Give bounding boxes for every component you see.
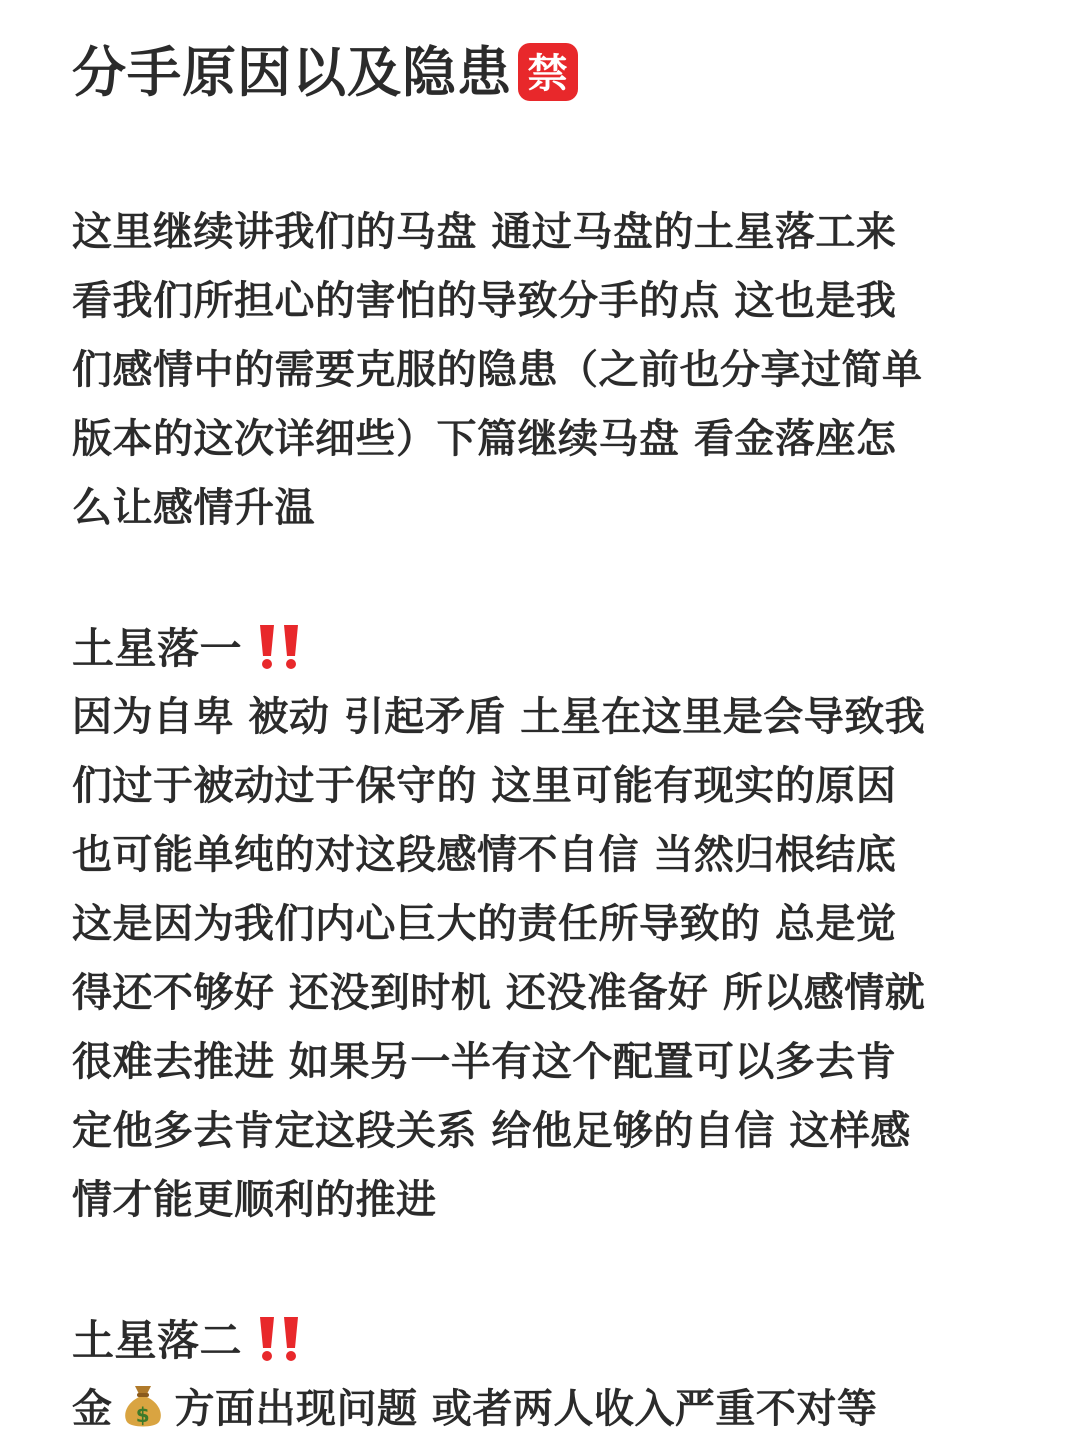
section-line: 因为自卑 被动 引起矛盾 土星在这里是会导致我 <box>72 694 926 740</box>
section-heading-text: 土星落二 <box>72 1316 243 1365</box>
no-entry-sign-icon <box>516 41 580 103</box>
section-line-prefix: 金 <box>72 1386 113 1432</box>
section-line: 定他多去肯定这段关系 给他足够的自信 这样感 <box>72 1108 911 1154</box>
section-heading-text: 土星落一 <box>72 624 243 673</box>
section-line: 也可能单纯的对这段感情不自信 当然归根结底 <box>72 832 897 878</box>
section-line: 很难去推进 如果另一半有这个配置可以多去肯 <box>72 1039 897 1085</box>
double-exclamation-icon <box>256 1314 302 1362</box>
intro-paragraph <box>72 198 1012 543</box>
section-heading <box>72 614 1012 683</box>
money-bag-icon <box>121 1382 165 1430</box>
section-saturn-second-house <box>72 1306 1012 1444</box>
double-exclamation-icon <box>256 622 302 670</box>
no-entry-sign-glyph: 禁 <box>527 51 569 97</box>
intro-line: 版本的这次详细些）下篇继续马盘 看金落座怎 <box>72 416 897 462</box>
intro-line: 么让感情升温 <box>72 485 315 531</box>
page-title <box>72 38 580 108</box>
svg-text:$: $ <box>135 1403 150 1427</box>
section-line: 情才能更顺利的推进 <box>72 1177 437 1223</box>
intro-line: 看我们所担心的害怕的导致分手的点 这也是我 <box>72 278 897 324</box>
section-line <box>72 1375 1012 1444</box>
section-saturn-first-house <box>72 614 1012 1235</box>
page-title-text: 分手原因以及隐患 <box>72 41 512 104</box>
section-heading <box>72 1306 1012 1375</box>
section-line-text: 方面出现问题 或者两人收入严重不对等 <box>174 1386 878 1432</box>
intro-line: 们感情中的需要克服的隐患（之前也分享过简单 <box>72 347 923 393</box>
intro-line: 这里继续讲我们的马盘 通过马盘的土星落工来 <box>72 209 897 255</box>
section-line: 这是因为我们内心巨大的责任所导致的 总是觉 <box>72 901 897 947</box>
section-line: 们过于被动过于保守的 这里可能有现实的原因 <box>72 763 897 809</box>
section-line: 得还不够好 还没到时机 还没准备好 所以感情就 <box>72 970 926 1016</box>
